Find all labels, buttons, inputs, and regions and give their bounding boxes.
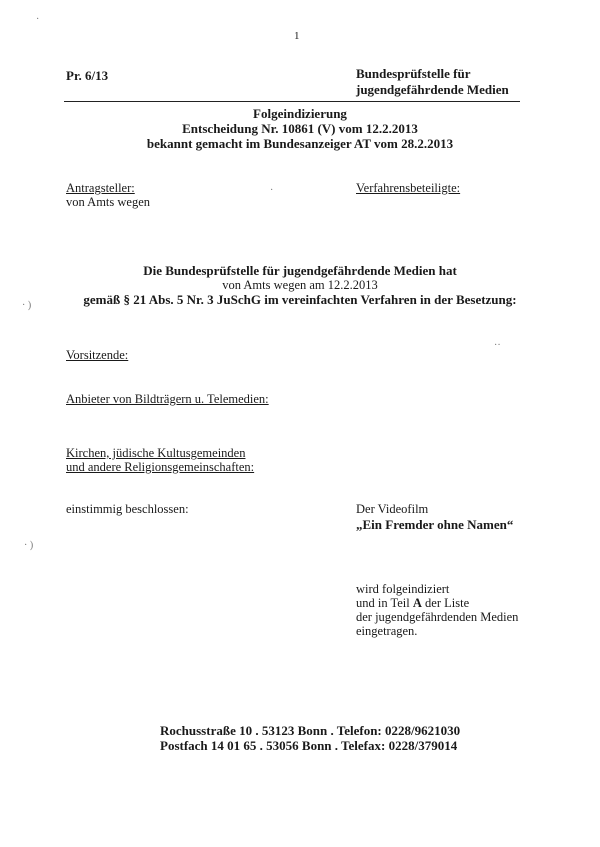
film-title: „Ein Fremder ohne Namen“ — [356, 517, 514, 532]
outcome-line3: der jugendgefährdenden Medien — [356, 610, 519, 624]
footer-address: Rochusstraße 10 . 53123 Bonn . Telefon: 0228/9621030 — [160, 723, 461, 738]
decision-date: von Amts wegen am 12.2.2013 — [222, 278, 378, 292]
providers-label: Anbieter von Bildträgern u. Telemedien: — [66, 392, 269, 406]
outcome-line1: wird folgeindiziert — [356, 582, 450, 596]
outcome-line4: eingetragen. — [356, 624, 418, 638]
decision-legal-basis: gemäß § 21 Abs. 5 Nr. 3 JuSchG im vereinfachten Verfahren in der Besetzung: — [83, 292, 517, 307]
applicant-label: Antragsteller: — [66, 181, 135, 195]
scan-speck: · ) — [24, 540, 34, 551]
participants-label: Verfahrensbeteiligte: — [356, 181, 461, 195]
scan-speck: ·· — [494, 340, 501, 351]
decision-statement: Die Bundesprüfstelle für jugendgefährdende Medien hat — [143, 263, 457, 278]
churches-label-line2: und andere Religionsgemeinschaften: — [66, 460, 255, 474]
header-divider — [64, 101, 520, 102]
decision-number: Entscheidung Nr. 10861 (V) vom 12.2.2013 — [182, 121, 418, 136]
outcome-line2-pre: und in Teil — [356, 596, 413, 610]
scan-speck: · — [270, 185, 274, 196]
resolution-label: einstimmig beschlossen: — [66, 502, 189, 516]
publication-note: bekannt gemacht im Bundesanzeiger AT vom 28.2.2013 — [146, 136, 454, 151]
page-number: 1 — [294, 30, 300, 42]
churches-label-line1: Kirchen, jüdische Kultusgemeinden — [66, 446, 246, 460]
outcome-line2-post: der Liste — [421, 596, 470, 610]
film-intro: Der Videofilm — [356, 502, 429, 516]
footer-postbox: Postfach 14 01 65 . 53056 Bonn . Telefax: 0228/379014 — [160, 738, 458, 753]
list-part: A — [412, 596, 422, 610]
chair-label: Vorsitzende: — [66, 348, 129, 362]
authority-name-line1: Bundesprüfstelle für — [356, 66, 471, 81]
doc-title: Folgeindizierung — [253, 106, 347, 121]
applicant-value: von Amts wegen — [66, 195, 151, 209]
outcome-line2 — [356, 596, 469, 611]
reference-number: Pr. 6/13 — [66, 68, 109, 83]
authority-name-line2: jugendgefährdende Medien — [356, 82, 509, 97]
scan-speck: · ) — [22, 300, 32, 311]
scan-speck: · — [36, 14, 40, 25]
